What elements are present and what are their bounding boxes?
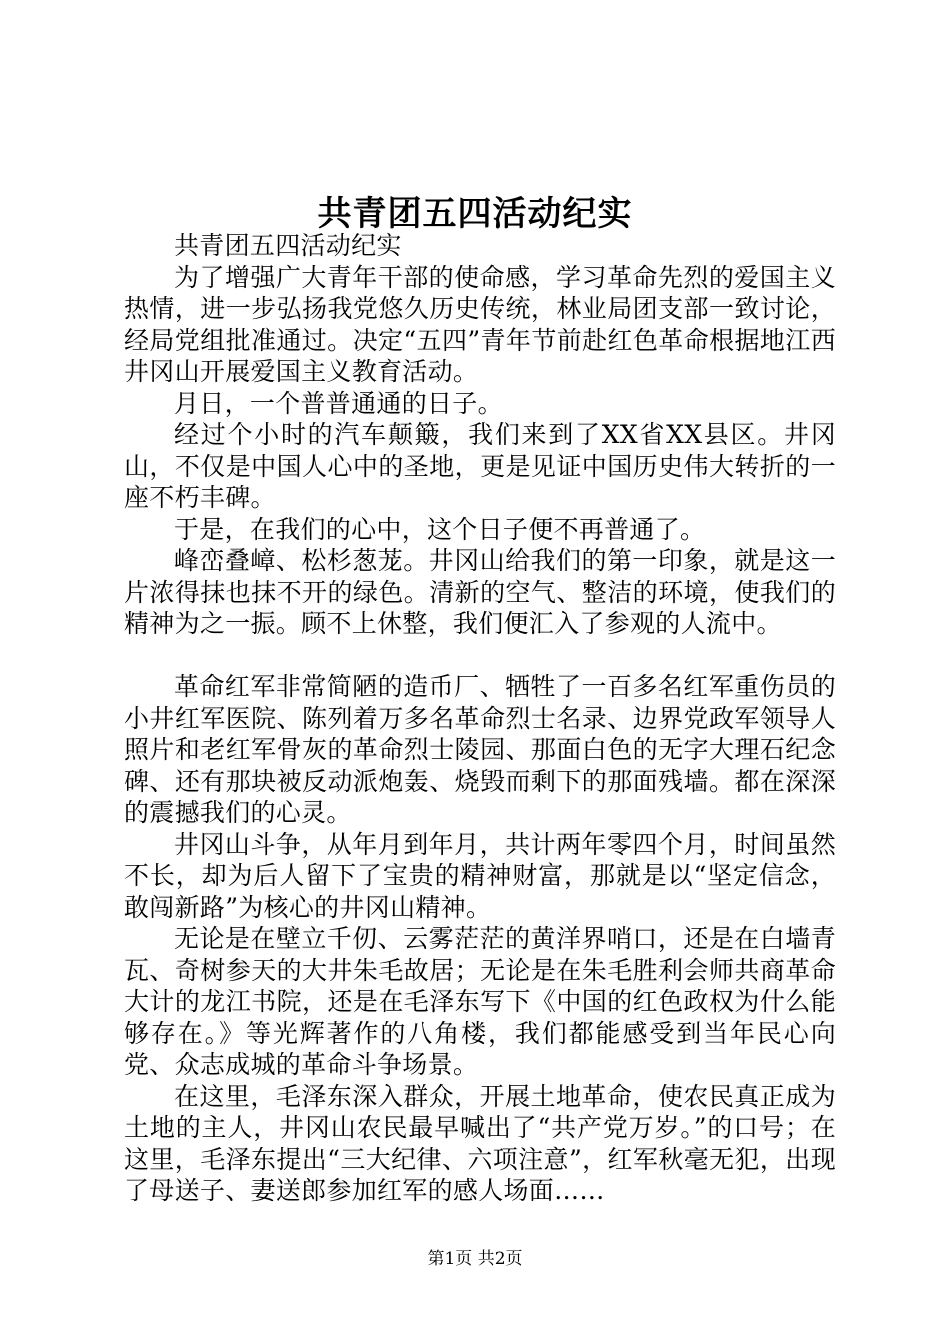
paragraph-day: 于是，在我们的心中，这个日子便不再普通了。	[174, 514, 706, 544]
document-body	[124, 230, 836, 1207]
page-title: 共青团五四活动纪实	[317, 194, 633, 234]
paragraph-spirit: 井冈山斗争，从年月到年月，共计两年零四个月，时间虽然不长，却为后人留下了宝贵的精神财富，那就是以“坚定信念，敢闯新路”为核心的井冈山精神。	[124, 829, 836, 922]
paragraph-sites: 革命红军非常简陋的造币厂、牺牲了一百多名红军重伤员的小井红军医院、陈列着万多名革命烈士名录、边界党政军领导人照片和老红军骨灰的革命烈士陵园、那面白色的无字大理石纪念碑、还有那块被反动派炮轰、烧毁而剩下的那面残墙。都在深深的震撼我们的心灵。	[124, 672, 836, 827]
paragraph-arrival: 经过个小时的汽车颠簸，我们来到了XX省XX县区。井冈山，不仅是中国人心中的圣地，更是见证中国历史伟大转折的一座不朽丰碑。	[124, 420, 836, 512]
paragraph-locations: 无论是在壁立千仞、云雾茫茫的黄洋界哨口，还是在白墙青瓦、奇树参天的大井朱毛故居；无论是在朱毛胜利会师共商革命大计的龙江书院，还是在毛泽东写下《中国的红色政权为什么能够存在。》等光辉著作的八角楼，我们都能感受到当年民心向党、众志成城的革命斗争场景。	[124, 924, 836, 1079]
paragraph-date: 月日，一个普普通通的日子。	[174, 388, 503, 418]
paragraph-intro: 为了增强广大青年干部的使命感，学习革命先烈的爱国主义热情，进一步弘扬我党悠久历史传统，林业局团支部一致讨论，经局党组批准通过。决定“五四”青年节前赴红色革命根据地江西井冈山开展爱国主义教育活动。	[124, 262, 836, 386]
paragraph-history: 在这里，毛泽东深入群众，开展土地革命，使农民真正成为土地的主人，井冈山农民最早喊出了“共产党万岁。”的口号；在这里，毛泽东提出“三大纪律、六项注意”，红军秋毫无犯，出现了母送子、妻送郎参加红军的感人场面……	[124, 1081, 836, 1205]
paragraph-scenery: 峰峦叠嶂、松杉葱茏。井冈山给我们的第一印象，就是这一片浓得抹也抹不开的绿色。清新的空气、整洁的环境，使我们的精神为之一振。顾不上休整，我们便汇入了参观的人流中。	[124, 546, 836, 638]
paragraph-heading: 共青团五四活动纪实	[174, 231, 402, 260]
page-footer: 第1页 共2页	[427, 1249, 523, 1269]
